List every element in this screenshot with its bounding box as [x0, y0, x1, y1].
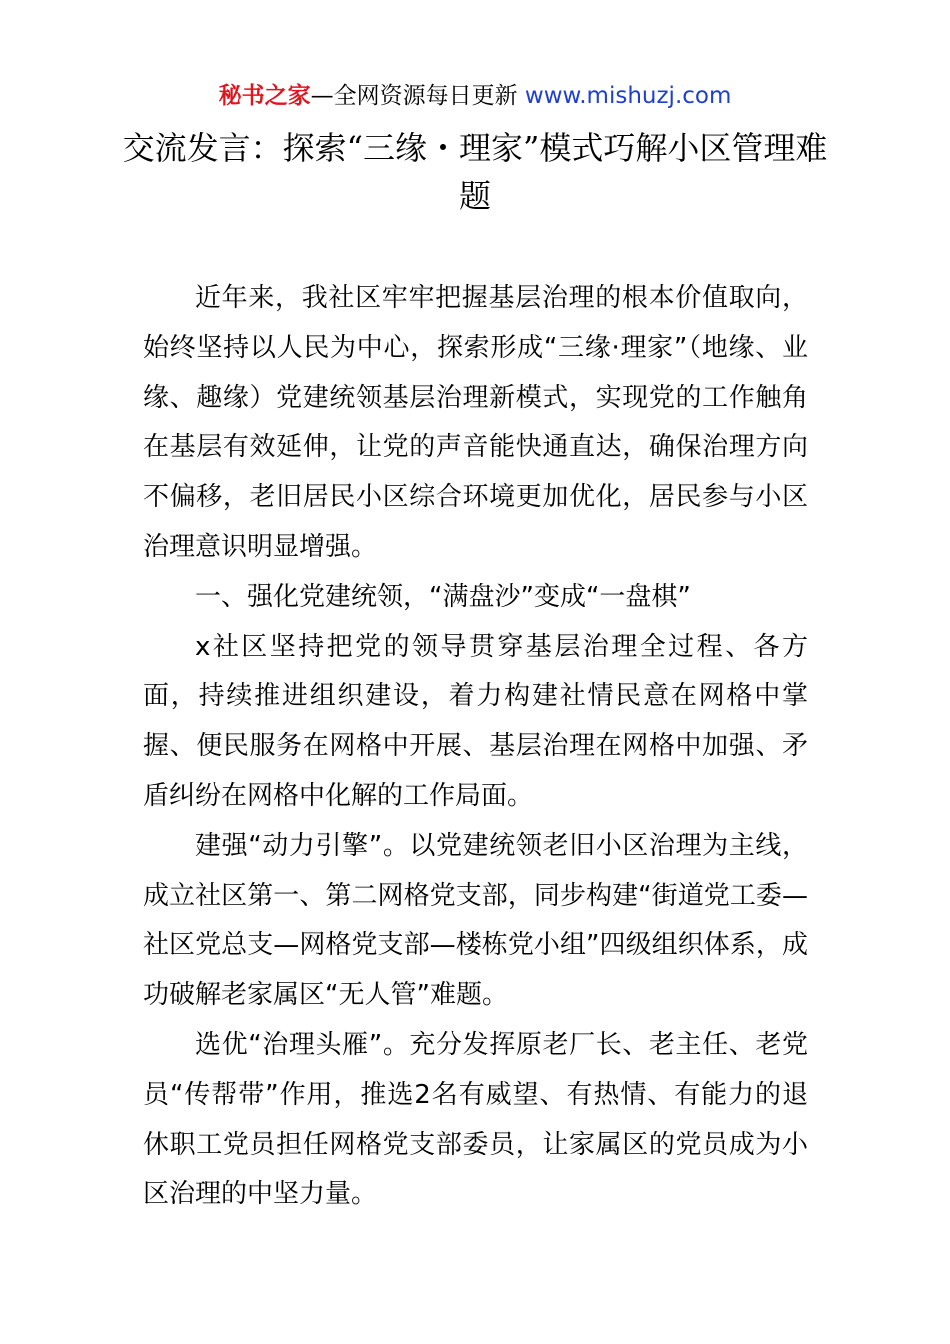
document-title: 交流发言：探索“三缘・理家”模式巧解小区管理难题	[122, 129, 828, 215]
paragraph-intro: 近年来，我社区牢牢把握基层治理的根本价值取向，始终坚持以人民为中心，探索形成“三缘·理家”（地缘、业缘、趣缘）党建统领基层治理新模式，实现党的工作触角在基层有效延伸，让党的声音能快通直达，确保治理方向不偏移，老旧居民小区综合环境更加优化，居民参与小区治理意识明显增强。	[143, 283, 808, 562]
brand-name: 秘书之家	[218, 83, 311, 109]
paragraph-section-intro: x社区坚持把党的领导贯穿基层治理全过程、各方面，持续推进组织建设，着力构建社情民意在网格中掌握、便民服务在网格中开展、基层治理在网格中加强、矛盾纠纷在网格中化解的工作局面。	[143, 631, 808, 811]
site-header	[0, 80, 950, 112]
header-tagline: —全网资源每日更新	[310, 83, 518, 109]
section-heading: 一、强化党建统领，“满盘沙”变成“一盘棋”	[195, 581, 691, 612]
paragraph-engine: 建强“动力引擎”。以党建统领老旧小区治理为主线，成立社区第一、第二网格党支部，同步构建“街道党工委—社区党总支—网格党支部—楼栋党小组”四级组织体系，成功破解老家属区“无人管”难题。	[143, 830, 808, 1011]
paragraph-leaders: 选优“治理头雁”。充分发挥原老厂长、老主任、老党员“传帮带”作用，推选2名有威望、有热情、有能力的退休职工党员担任网格党支部委员，让家属区的党员成为小区治理的中坚力量。	[143, 1029, 808, 1210]
document-body	[143, 274, 808, 1220]
site-url: www.mishuzj.com	[524, 83, 732, 109]
